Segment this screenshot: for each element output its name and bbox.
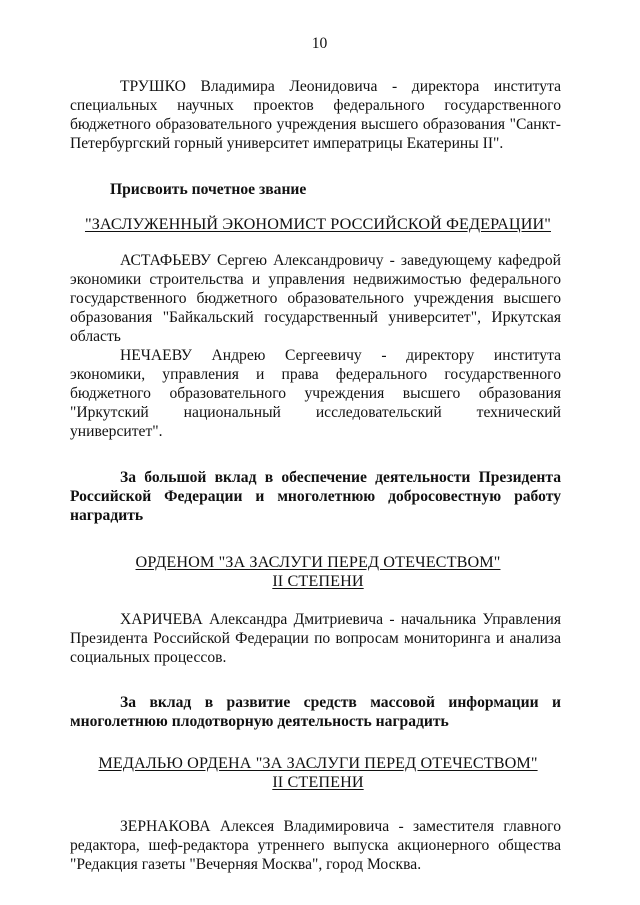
award-entry-kharichev: ХАРИЧЕВА Александра Дмитриевича - начальника Управления Президента Российской Федерации по вопросам мониторинга и анализа социальных процессов. bbox=[70, 611, 561, 666]
award-entry-zernakov: ЗЕРНАКОВА Алексея Владимировича - заместителя главного редактора, шеф-редактора утреннего выпуска акционерного общества "Редакция газеты "Вечерняя Москва", город Москва. bbox=[70, 818, 561, 873]
award-entry-trushko: ТРУШКО Владимира Леонидовича - директора института специальных научных проектов федерального государственного бюджетного образовательного учреждения высшего образования "Санкт-Петербургский горный университет императрицы Екатерины II". bbox=[70, 78, 561, 152]
award-entry-nechaev: НЕЧАЕВУ Андрею Сергеевичу - директору института экономики, управления и права федерального государственного бюджетного образовательного учреждения высшего образования "Иркутский национальный исследовательский технический университет". bbox=[70, 347, 561, 440]
order-title-line1: ОРДЕНОМ "ЗА ЗАСЛУГИ ПЕРЕД ОТЕЧЕСТВОМ" bbox=[135, 553, 501, 571]
assign-title-heading: Присвоить почетное звание bbox=[110, 181, 307, 198]
page-number: 10 bbox=[311, 35, 328, 52]
medal-title-line2: II СТЕПЕНИ bbox=[272, 773, 364, 791]
order-title-line2: II СТЕПЕНИ bbox=[272, 572, 364, 590]
award-entry-astafyev: АСТАФЬЕВУ Сергею Александровичу - заведующему кафедрой экономики строительства и управления недвижимостью федерального государственного бюджетного образовательного учреждения высшего образования "Байкальский государственный университет", Иркутская область bbox=[70, 252, 561, 345]
award-title-economist: "ЗАСЛУЖЕННЫЙ ЭКОНОМИСТ РОССИЙСКОЙ ФЕДЕРАЦИИ" bbox=[84, 215, 551, 233]
decree-mass-media: За вклад в развитие средств массовой информации и многолетнюю плодотворную деятельность наградить bbox=[70, 694, 561, 730]
medal-title-line1: МЕДАЛЬЮ ОРДЕНА "ЗА ЗАСЛУГИ ПЕРЕД ОТЕЧЕСТВОМ" bbox=[98, 754, 538, 772]
decree-president-service: За большой вклад в обеспечение деятельности Президента Российской Федерации и многолетнюю добросовестную работу наградить bbox=[70, 469, 561, 524]
